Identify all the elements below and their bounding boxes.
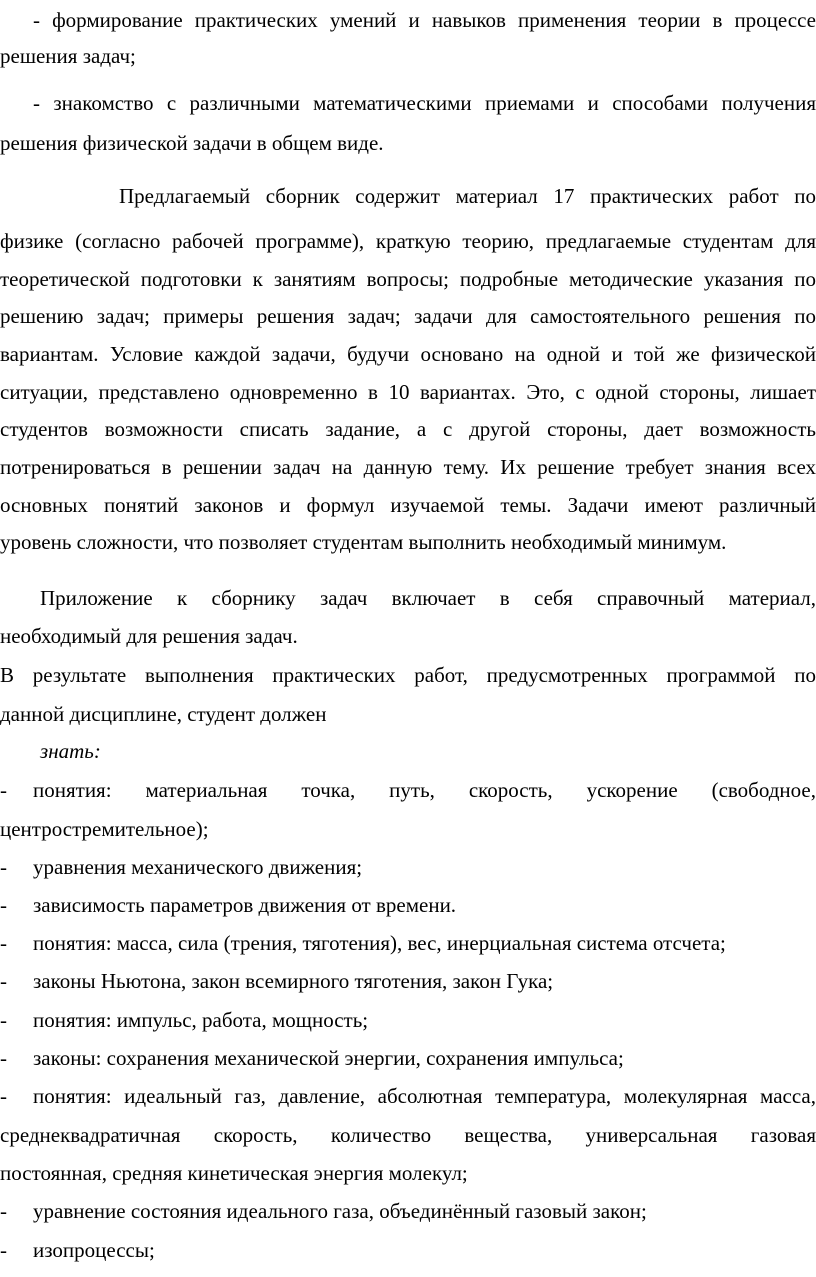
list-item-text: понятия: масса, сила (трения, тяготения), вес, инерциальная система отсчета; bbox=[33, 931, 726, 955]
list-item bbox=[0, 1043, 816, 1073]
list-item-text: понятия: материальная точка, путь, скорость, ускорение (свободное, bbox=[33, 778, 816, 802]
para1-line-10: уровень сложности, что позволяет студентам выполнить необходимый минимум. bbox=[0, 530, 727, 554]
para1-line-5: вариантам. Условие каждой задачи, будучи основано на одной и той же физической bbox=[0, 342, 816, 366]
list-item-text: законы Ньютона, закон всемирного тяготения, закон Гука; bbox=[33, 969, 554, 993]
list-dash: - bbox=[0, 1199, 7, 1223]
intro-line-4: решения физической задачи в общем виде. bbox=[0, 131, 384, 155]
list-dash: - bbox=[0, 893, 7, 917]
para1-line-3: теоретической подготовки к занятиям вопросы; подробные методические указания по bbox=[0, 267, 816, 291]
list-item-text: изопроцессы; bbox=[33, 1238, 155, 1262]
para1-line-6: ситуации, представлено одновременно в 10 вариантах. Это, с одной стороны, лишает bbox=[0, 380, 816, 404]
para2-line-1: Приложение к сборнику задач включает в себя справочный материал, bbox=[40, 586, 816, 610]
know-label: знать: bbox=[40, 739, 101, 763]
list-item bbox=[0, 928, 816, 958]
intro-line-1: - формирование практических умений и навыков применения теории в процессе bbox=[33, 8, 816, 32]
para2-line-2: необходимый для решения задач. bbox=[0, 624, 298, 648]
list-item-text: законы: сохранения механической энергии, сохранения импульса; bbox=[33, 1046, 624, 1070]
list-item-text: зависимость параметров движения от времени. bbox=[33, 893, 457, 917]
list-item bbox=[0, 852, 816, 882]
list-item bbox=[0, 1081, 816, 1111]
list-item bbox=[0, 1005, 816, 1035]
list-item-text: уравнение состояния идеального газа, объединённый газовый закон; bbox=[33, 1199, 647, 1223]
list-dash: - bbox=[0, 1238, 7, 1262]
list-item-text: понятия: идеальный газ, давление, абсолютная температура, молекулярная масса, bbox=[33, 1084, 816, 1108]
list-dash: - bbox=[0, 969, 7, 993]
para3-line-1: В результате выполнения практических работ, предусмотренных программой по bbox=[0, 663, 816, 687]
list-item bbox=[0, 1235, 816, 1265]
para1-line-7: студентов возможности списать задание, а с другой стороны, дает возможность bbox=[0, 417, 816, 441]
list-item-text: уравнения механического движения; bbox=[33, 855, 363, 879]
list-item bbox=[0, 1196, 816, 1226]
list-item-continuation: среднеквадратичная скорость, количество вещества, универсальная газовая bbox=[0, 1123, 816, 1147]
intro-line-3: - знакомство с различными математическими приемами и способами получения bbox=[33, 91, 816, 115]
list-dash: - bbox=[0, 1084, 7, 1108]
list-dash: - bbox=[0, 931, 7, 955]
para1-line-4: решению задач; примеры решения задач; задачи для самостоятельного решения по bbox=[0, 304, 816, 328]
list-item bbox=[0, 966, 816, 996]
list-dash: - bbox=[0, 778, 7, 802]
list-item bbox=[0, 890, 816, 920]
para3-line-2: данной дисциплине, студент должен bbox=[0, 702, 327, 726]
list-item-text: понятия: импульс, работа, мощность; bbox=[33, 1008, 369, 1032]
list-item-continuation: центростремительное); bbox=[0, 817, 209, 841]
list-item bbox=[0, 775, 816, 805]
para1-line-9: основных понятий законов и формул изучаемой темы. Задачи имеют различный bbox=[0, 493, 816, 517]
list-dash: - bbox=[0, 1046, 7, 1070]
para1-line-8: потренироваться в решении задач на данную тему. Их решение требует знания всех bbox=[0, 455, 816, 479]
intro-line-2: решения задач; bbox=[0, 44, 136, 68]
para1-line-1: Предлагаемый сборник содержит материал 17 практических работ по bbox=[119, 184, 816, 208]
para1-line-2: физике (согласно рабочей программе), краткую теорию, предлагаемые студентам для bbox=[0, 229, 816, 253]
list-item-continuation: постоянная, средняя кинетическая энергия молекул; bbox=[0, 1161, 468, 1185]
list-dash: - bbox=[0, 1008, 7, 1032]
list-dash: - bbox=[0, 855, 7, 879]
